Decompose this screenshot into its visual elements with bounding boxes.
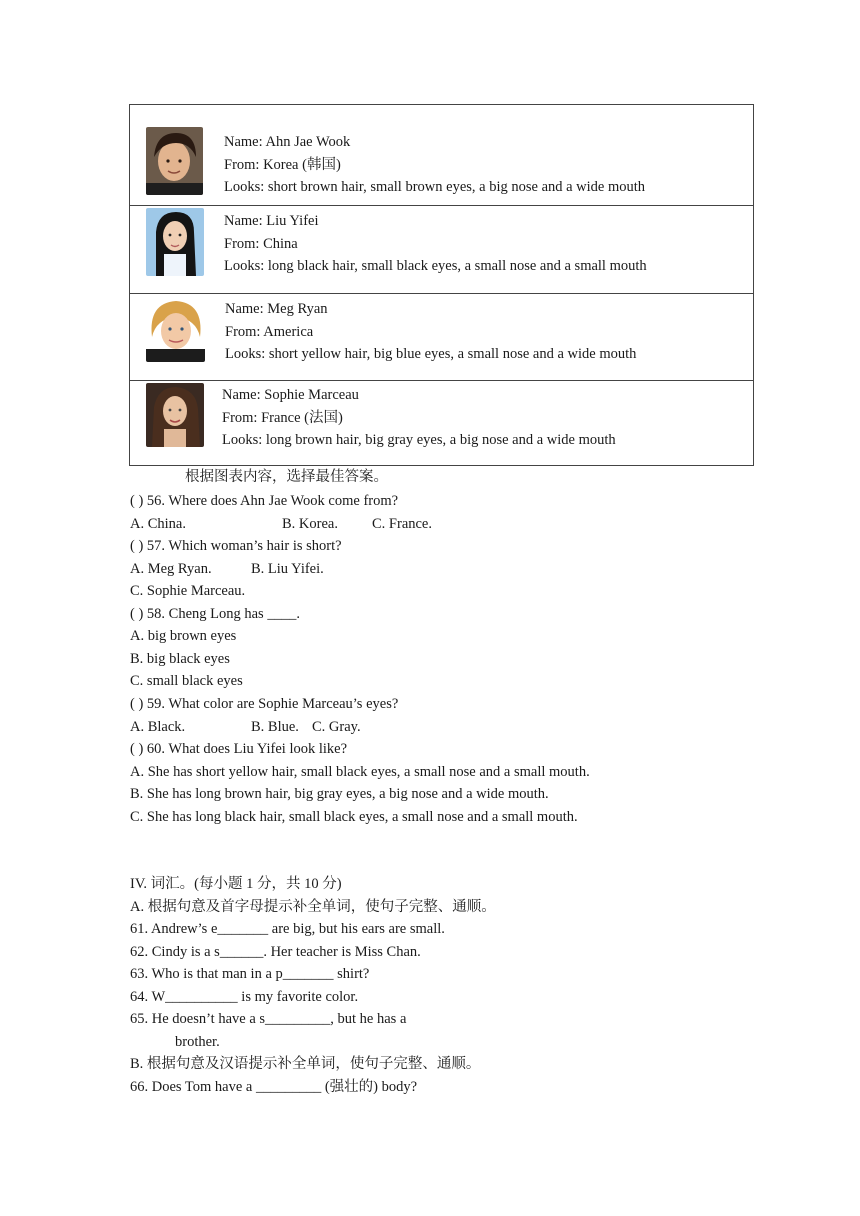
profile-row-sophie-marceau xyxy=(130,380,753,465)
reading-instruction: 根据图表内容，选择最佳答案。 xyxy=(185,469,388,485)
sophie-marceau-info xyxy=(222,384,616,452)
question-60-stem: ( ) 60. What does Liu Yifei look like? xyxy=(130,741,348,757)
vocab-item-64: 64. W__________ is my favorite color. xyxy=(130,989,359,1005)
profile-name: Name: Ahn Jae Wook xyxy=(224,134,351,150)
question-57-option-c: C. Sophie Marceau. xyxy=(130,583,246,599)
question-56-option-a: A. China. xyxy=(130,516,186,532)
question-57-option-a: A. Meg Ryan. xyxy=(130,561,212,577)
vocab-item-61: 61. Andrew’s e_______ are big, but his ears are small. xyxy=(130,921,445,937)
question-59-stem: ( ) 59. What color are Sophie Marceau’s eyes? xyxy=(130,696,399,712)
question-56-option-c: C. France. xyxy=(372,516,432,532)
question-58-option-c: C. small black eyes xyxy=(130,673,243,689)
sophie-marceau-photo xyxy=(146,383,204,447)
profile-row-meg-ryan xyxy=(130,293,753,380)
liu-yifei-info xyxy=(224,210,647,278)
question-56-option-b: B. Korea. xyxy=(282,516,338,532)
profile-name: Name: Liu Yifei xyxy=(224,213,319,229)
profile-looks: Looks: long black hair, small black eyes, a small nose and a small mouth xyxy=(224,258,647,274)
profile-name: Name: Sophie Marceau xyxy=(222,387,359,403)
profile-from: From: Korea (韩国) xyxy=(224,156,341,173)
profile-from: From: America xyxy=(225,323,314,340)
ahn-jae-wook-photo xyxy=(146,127,203,195)
ahn-jae-wook-info xyxy=(224,131,645,199)
question-59-option-a: A. Black. xyxy=(130,719,186,735)
question-57-option-b: B. Liu Yifei. xyxy=(251,561,324,577)
question-56-stem: ( ) 56. Where does Ahn Jae Wook come from? xyxy=(130,493,399,509)
meg-ryan-photo xyxy=(146,297,205,362)
profile-from: From: China xyxy=(224,235,298,252)
vocab-part-a-instruction: A. 根据句意及首字母提示补全单词，使句子完整、通顺。 xyxy=(130,899,496,915)
profile-row-liu-yifei xyxy=(130,205,753,293)
liu-yifei-photo xyxy=(146,208,204,276)
profile-looks: Looks: short brown hair, small brown eyes, a big nose and a wide mouth xyxy=(224,179,646,195)
question-58-stem: ( ) 58. Cheng Long has ____. xyxy=(130,606,300,622)
question-58-option-b: B. big black eyes xyxy=(130,651,230,667)
profile-name: Name: Meg Ryan xyxy=(225,301,328,317)
vocab-heading: IV. 词汇。(每小题 1 分，共 10 分) xyxy=(130,876,342,892)
vocab-item-65: 65. He doesn’t have a s_________, but he has a xyxy=(130,1011,407,1027)
question-59-option-c: C. Gray. xyxy=(312,719,361,735)
vocab-item-62: 62. Cindy is a s______. Her teacher is Miss Chan. xyxy=(130,944,421,960)
question-57-stem: ( ) 57. Which woman’s hair is short? xyxy=(130,538,342,554)
question-60-option-a: A. She has short yellow hair, small black eyes, a small nose and a small mouth. xyxy=(130,764,590,780)
question-59-option-b: B. Blue. xyxy=(251,719,299,735)
vocab-item-66: 66. Does Tom have a _________ (强壮的) body? xyxy=(130,1079,418,1095)
profile-from: From: France (法国) xyxy=(222,409,343,426)
vocab-part-b-instruction: B. 根据句意及汉语提示补全单词，使句子完整、通顺。 xyxy=(130,1056,481,1072)
question-60-option-b: B. She has long brown hair, big gray eyes, a big nose and a wide mouth. xyxy=(130,786,549,802)
profile-looks: Looks: long brown hair, big gray eyes, a big nose and a wide mouth xyxy=(222,432,616,448)
vocab-item-63: 63. Who is that man in a p_______ shirt? xyxy=(130,966,370,982)
question-58-option-a: A. big brown eyes xyxy=(130,628,237,644)
profile-table xyxy=(129,104,754,466)
profile-row-ahn-jae-wook xyxy=(130,105,753,205)
vocab-item-65-continuation: brother. xyxy=(175,1034,220,1050)
question-60-option-c: C. She has long black hair, small black eyes, a small nose and a small mouth. xyxy=(130,809,578,825)
meg-ryan-info xyxy=(225,298,636,366)
profile-looks: Looks: short yellow hair, big blue eyes, a small nose and a wide mouth xyxy=(225,346,637,362)
